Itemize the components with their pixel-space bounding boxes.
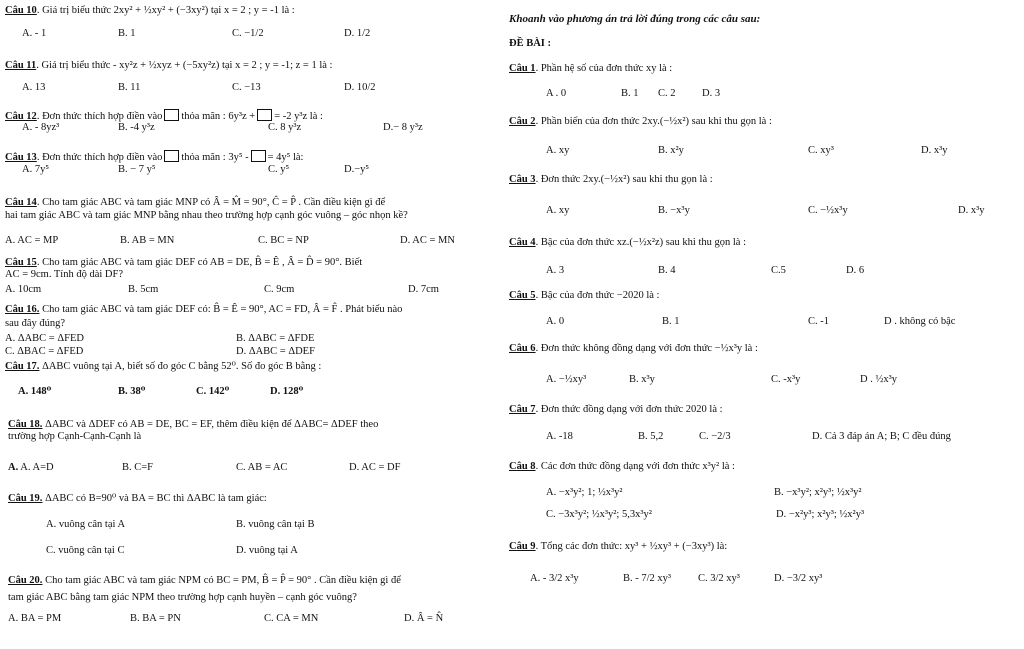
blank-box (164, 150, 179, 162)
q4-option-c[interactable]: C.5 (771, 265, 786, 276)
question-11: Câu 11. Giá trị biểu thức - xy²z + ½xyz + (−5xy²z) tại x = 2 ; y = -1; z = 1 là : (5, 60, 333, 71)
q18-option-b[interactable]: B. C=F (122, 462, 154, 473)
question-4: Câu 4. Bậc của đơn thức xz.(−½x²z) sau khi thu gọn là : (509, 237, 746, 248)
question-10: Câu 10. Giá trị biểu thức 2xy² + ½xy² + (−3xy²) tại x = 2 ; y = -1 là : (5, 5, 295, 16)
q18-option-a[interactable]: A. A. A=D (8, 462, 54, 473)
q16-option-a[interactable]: A. ΔABC = ΔFED (5, 333, 84, 344)
q6-option-a[interactable]: A. −½xy³ (546, 374, 587, 385)
q8-option-b[interactable]: B. −x³y²; x²y³; ½x³y² (774, 487, 862, 498)
q3-option-b[interactable]: B. −x³y (658, 205, 690, 216)
q5-option-d[interactable]: D . không có bậc (884, 316, 956, 327)
q4-option-b[interactable]: B. 4 (658, 265, 676, 276)
blank-box (257, 109, 272, 121)
q5-option-a[interactable]: A. 0 (546, 316, 565, 327)
q7-option-a[interactable]: A. -18 (546, 431, 573, 442)
question-13: Câu 13. Đơn thức thích hợp điền vào thỏa mãn : 3y⁵ - = 4y⁵ là: (5, 152, 304, 163)
q3-option-a[interactable]: A. xy (546, 205, 570, 216)
q1-option-d[interactable]: D. 3 (702, 88, 721, 99)
q10-option-c[interactable]: C. −1/2 (232, 28, 264, 39)
question-6: Câu 6. Đơn thức không đồng dạng với đơn thức −½x³y là : (509, 343, 758, 354)
q8-option-d[interactable]: D. −x²y³; x²y³; ½x²y³ (776, 509, 865, 520)
question-1: Câu 1. Phần hệ số của đơn thức xy là : (509, 63, 673, 74)
q16-option-c[interactable]: C. ΔBAC = ΔFED (5, 346, 84, 357)
question-15-line2: AC = 9cm. Tính độ dài DF? (5, 269, 124, 280)
q14-option-d[interactable]: D. AC = MN (400, 235, 455, 246)
question-20-line2: tam giác ABC bằng tam giác NPM theo trường hợp cạnh huyền – cạnh góc vuông? (8, 592, 357, 603)
q16-option-b[interactable]: B. ΔABC = ΔFDE (236, 333, 315, 344)
question-12: Câu 12. Đơn thức thích hợp điền vào thỏa mãn : 6y³z + = -2 y³z là : (5, 111, 323, 122)
q20-option-d[interactable]: D. Â = N̂ (404, 613, 444, 624)
q4-option-a[interactable]: A. 3 (546, 265, 565, 276)
q6-option-b[interactable]: B. x³y (629, 374, 655, 385)
q12-option-a[interactable]: A. - 8yz³ (22, 122, 60, 133)
q18-option-d[interactable]: D. AC = DF (349, 462, 401, 473)
q17-option-a[interactable]: A. 148⁰ (18, 386, 52, 397)
question-3: Câu 3. Đơn thức 2xy.(−½x²) sau khi thu gọn là : (509, 174, 713, 185)
q11-option-d[interactable]: D. 10/2 (344, 82, 376, 93)
q2-option-c[interactable]: C. xy³ (808, 145, 834, 156)
q2-option-b[interactable]: B. x²y (658, 145, 684, 156)
q17-option-b[interactable]: B. 38⁰ (118, 386, 146, 397)
q12-option-b[interactable]: B. -4 y³z (118, 122, 155, 133)
q4-option-d[interactable]: D. 6 (846, 265, 865, 276)
q13-option-b[interactable]: B. − 7 y⁵ (118, 164, 156, 175)
q15-option-b[interactable]: B. 5cm (128, 284, 159, 295)
question-8: Câu 8. Các đơn thức đồng dạng với đơn thức x³y² là : (509, 461, 735, 472)
q1-option-b[interactable]: B. 1 (621, 88, 639, 99)
q11-option-c[interactable]: C. −13 (232, 82, 261, 93)
question-15: Câu 15. Cho tam giác ABC và tam giác DEF có AB = DE, B̂ = Ê , Â = D̂ = 90°. Biết (5, 257, 363, 268)
q5-option-b[interactable]: B. 1 (662, 316, 680, 327)
q14-option-b[interactable]: B. AB = MN (120, 235, 175, 246)
q14-option-c[interactable]: C. BC = NP (258, 235, 309, 246)
question-5: Câu 5. Bậc của đơn thức −2020 là : (509, 290, 660, 301)
q1-option-a[interactable]: A . 0 (546, 88, 567, 99)
q12-option-c[interactable]: C. 8 y³z (268, 122, 302, 133)
q17-option-c[interactable]: C. 142⁰ (196, 386, 230, 397)
q15-option-c[interactable]: C. 9cm (264, 284, 295, 295)
blank-box (251, 150, 266, 162)
q9-option-a[interactable]: A. - 3/2 x³y (530, 573, 579, 584)
question-16: Câu 16. Cho tam giác ABC và tam giác DEF có: B̂ = Ê = 90°, AC = FD, Â = F̂ . Phát biểu nào (5, 304, 403, 315)
q15-option-a[interactable]: A. 10cm (5, 284, 42, 295)
q8-option-c[interactable]: C. −3x³y²; ½x³y²; 5,3x³y² (546, 509, 652, 520)
question-16-line2: sau đây đúng? (5, 318, 66, 329)
q11-option-a[interactable]: A. 13 (22, 82, 46, 93)
question-14: Câu 14. Cho tam giác ABC và tam giác MNP có Â = M̂ = 90°, Ĉ = P̂ . Cần điều kiện gì để (5, 197, 386, 208)
question-19: Câu 19. ΔABC có B=90⁰ và BA = BC thì ΔABC là tam giác: (8, 493, 267, 504)
q19-option-a[interactable]: A. vuông cân tại A (46, 519, 126, 530)
q3-option-d[interactable]: D. x³y (958, 205, 985, 216)
q6-option-d[interactable]: D . ½x³y (860, 374, 897, 385)
q3-option-c[interactable]: C. −½x³y (808, 205, 848, 216)
q12-option-d[interactable]: D.− 8 y³z (383, 122, 423, 133)
section-heading: ĐỀ BÀI : (509, 38, 552, 49)
q13-option-a[interactable]: A. 7y⁵ (22, 164, 49, 175)
blank-box (164, 109, 179, 121)
question-20: Câu 20. Cho tam giác ABC và tam giác NPM có BC = PM, B̂ = P̂ = 90° . Cần điều kiện gì để (8, 575, 401, 586)
question-7: Câu 7. Đơn thức đồng dạng với đơn thức 2020 là : (509, 404, 723, 415)
q18-option-c[interactable]: C. AB = AC (236, 462, 288, 473)
q11-option-b[interactable]: B. 11 (118, 82, 141, 93)
q8-option-a[interactable]: A. −x³y²; 1; ½x³y² (546, 487, 623, 498)
q2-option-d[interactable]: D. x³y (921, 145, 948, 156)
q13-option-c[interactable]: C. y⁵ (268, 164, 290, 175)
q9-option-d[interactable]: D. −3/2 xy³ (774, 573, 823, 584)
instruction-text: Khoanh vào phương án trả lời đúng trong các câu sau: (509, 13, 761, 25)
question-14-line2: hai tam giác ABC và tam giác MNP bằng nhau theo trường hợp cạnh góc vuông – góc nhọn kề? (5, 210, 408, 221)
q17-option-d[interactable]: D. 128⁰ (270, 386, 304, 397)
q19-option-d[interactable]: D. vuông tại A (236, 545, 298, 556)
question-17: Câu 17. ΔABC vuông tại A, biết số đo góc C bằng 52⁰. Số đo góc B bằng : (5, 361, 322, 372)
question-18: Câu 18. ΔABC và ΔDEF có AB = DE, BC = EF, thêm điều kiện để ΔABC= ΔDEF theo (8, 419, 379, 430)
q1-option-c[interactable]: C. 2 (658, 88, 676, 99)
q20-option-c[interactable]: C. CA = MN (264, 613, 319, 624)
q2-option-a[interactable]: A. xy (546, 145, 570, 156)
q10-option-b[interactable]: B. 1 (118, 28, 136, 39)
q15-option-d[interactable]: D. 7cm (408, 284, 439, 295)
q5-option-c[interactable]: C. -1 (808, 316, 829, 327)
question-9: Câu 9. Tổng các đơn thức: xy³ + ½xy³ + (−3xy³) là: (509, 541, 728, 552)
question-2: Câu 2. Phần biến của đơn thức 2xy.(−½x²) sau khi thu gọn là : (509, 116, 772, 127)
q20-option-a[interactable]: A. BA = PM (8, 613, 62, 624)
q9-option-b[interactable]: B. - 7/2 xy³ (623, 573, 672, 584)
q6-option-c[interactable]: C. -x³y (771, 374, 801, 385)
q13-option-d[interactable]: D.−y⁵ (344, 164, 370, 175)
q19-option-b[interactable]: B. vuông cân tại B (236, 519, 315, 530)
q9-option-c[interactable]: C. 3/2 xy³ (698, 573, 740, 584)
q14-option-a[interactable]: A. AC = MP (5, 235, 59, 246)
q10-option-d[interactable]: D. 1/2 (344, 28, 371, 39)
q10-option-a[interactable]: A. - 1 (22, 28, 47, 39)
q7-option-c[interactable]: C. −2/3 (699, 431, 731, 442)
q19-option-c[interactable]: C. vuông cân tại C (46, 545, 125, 556)
q16-option-d[interactable]: D. ΔABC = ΔDEF (236, 346, 315, 357)
q7-option-d[interactable]: D. Cả 3 đáp án A; B; C đều đúng (812, 431, 951, 442)
question-18-line2: trường hợp Cạnh-Cạnh-Cạnh là (8, 431, 142, 442)
q7-option-b[interactable]: B. 5,2 (638, 431, 664, 442)
q20-option-b[interactable]: B. BA = PN (130, 613, 181, 624)
